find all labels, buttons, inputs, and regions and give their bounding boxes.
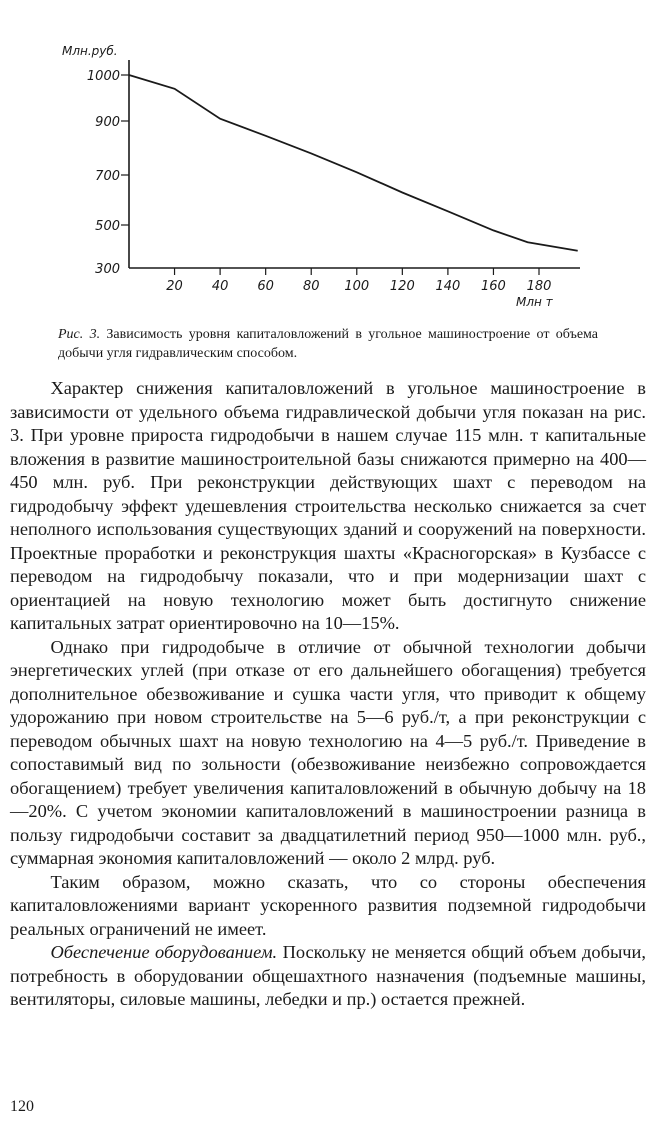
x-tick-label: 120 [389,279,415,294]
x-tick-label: 140 [435,279,461,294]
figure-caption-label: Рис. 3. [58,327,101,342]
paragraph-4 [10,941,646,1012]
page-number: 120 [10,1098,34,1115]
y-tick-label: 700 [95,169,120,184]
paragraph-4-lead: Обеспечение оборудованием. [50,942,278,962]
y-tick-label: 300 [95,262,120,277]
y-axis-label: Млн.руб. [62,44,118,58]
x-tick-label: 60 [257,279,274,294]
x-tick-label: 160 [481,279,506,294]
series-line [129,75,578,251]
x-tick-label: 80 [302,279,320,294]
figure-caption [58,325,598,363]
x-tick-label: 100 [344,279,370,294]
paragraph-2: Однако при гидродобыче в отличие от обычной технологии добычи энергетических углей (при отказе от его дальнейшего обогащения) требуется дополнительное обезвоживание и сушка части угля, что приводит к общему удорожанию при новом строительстве на 5—6 руб./т, а при реконструкции с переводом обычных шахт на новую технологию на 4—5 руб./т. Приведение в сопоставимый вид по зольности (обезвоживание неизбежно сопровождается обогащением) требует увеличения капиталовложений в обычную добычу на 18—20%. С учетом экономии капиталовложений в машиностроении разница в пользу гидродобычи составит за двадцатилетний период 950—1000 млн. руб., суммарная экономия капиталовложений — около 2 млрд. руб. [10,636,646,868]
paragraph-4-text: Поскольку не меняется общий объем добычи, потребность в оборудовании общешахтного назначения (подъемные машины, вентиляторы, силовые машины, лебедки и пр.) остается прежней. [10,942,646,1009]
x-tick-label: 20 [166,279,183,294]
x-ticks [166,268,551,294]
x-axis-label: Млн т [516,295,553,309]
paragraph-3: Таким образом, можно сказать, что со стороны обеспечения капиталовложениями вариант ускоренного развития подземной гидродобычи реальных ограничений не имеет. [10,871,646,939]
y-tick-label: 900 [95,115,120,130]
x-tick-label: 40 [211,279,229,294]
y-ticks [87,69,129,277]
capex-vs-output-chart [0,0,654,320]
x-tick-label: 180 [526,279,552,294]
body-text [10,377,646,1012]
figure-caption-text: Зависимость уровня капиталовложений в угольное машиностроение от объема добычи угля гидравлическим способом. [58,327,599,361]
y-tick-label: 500 [95,219,120,234]
paragraph-1: Характер снижения капиталовложений в угольное машиностроение в зависимости от удельного объема гидравлической добычи угля показан на рис. 3. При уровне прироста гидродобычи в нашем случае 115 млн. т капитальные вложения в развитие машиностроительной базы снижаются примерно на 400—450 млн. руб. При реконструкции действующих шахт с переводом на гидродобычу эффект удешевления строительства несколько снижается за счет неполного использования существующих зданий и сооружений на поверхности. Проектные проработки и реконструкция шахты «Красногорская» в Кузбассе с переводом на гидродобычу показали, что и при модернизации шахт с ориентацией на новую технологию может быть достигнуто снижение капитальных затрат ориентировочно на 10—15%. [10,378,646,633]
y-tick-label: 1000 [86,69,120,84]
